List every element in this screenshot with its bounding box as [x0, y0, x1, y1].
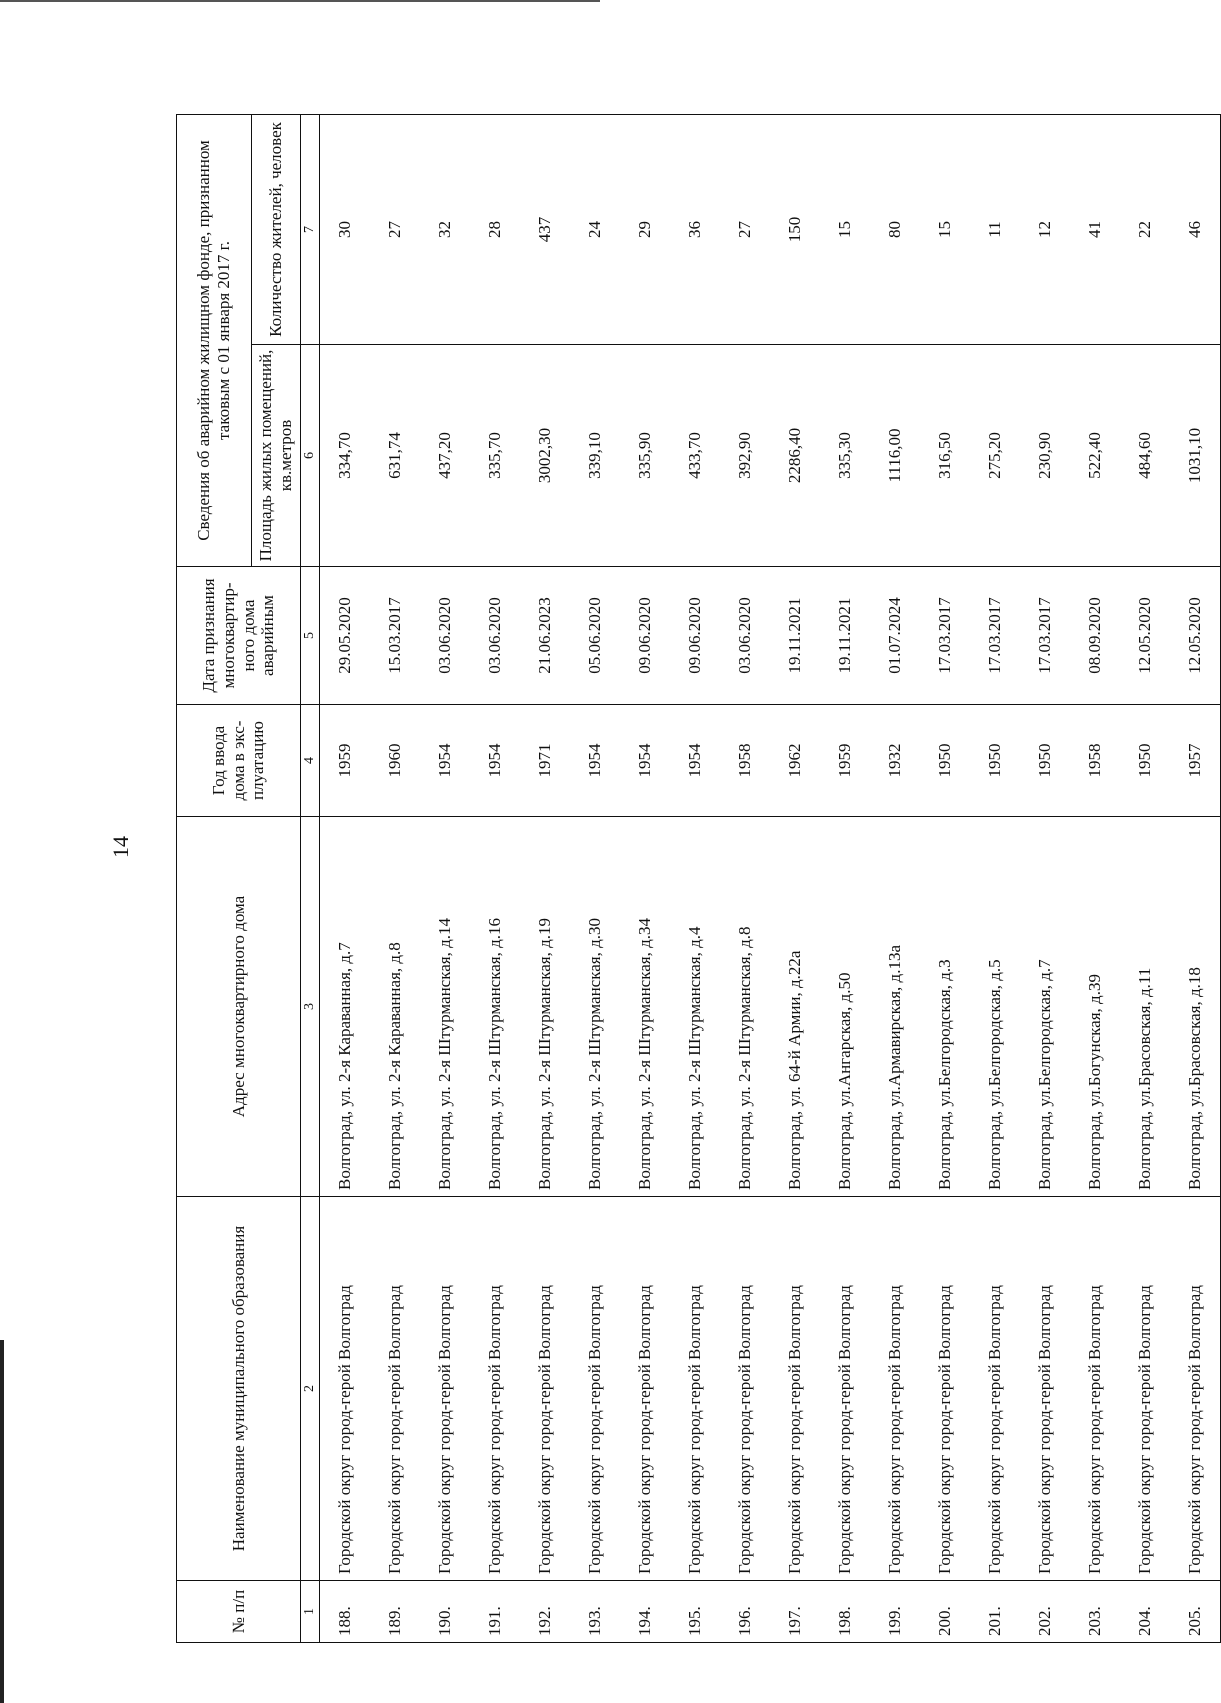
row-number: 194. — [620, 1581, 670, 1643]
living-area: 275,20 — [970, 345, 1020, 567]
municipality-name: Городской округ город-герой Волгоград — [1170, 1197, 1221, 1581]
row-number: 191. — [470, 1581, 520, 1643]
living-area: 631,74 — [370, 345, 420, 567]
residents-count: 15 — [920, 114, 970, 344]
living-area: 3002,30 — [520, 345, 570, 567]
column-number: 2 — [301, 1197, 320, 1581]
living-area: 484,60 — [1120, 345, 1170, 567]
emergency-date: 17.03.2017 — [920, 567, 970, 705]
residents-count: 29 — [620, 114, 670, 344]
commissioning-year: 1954 — [420, 705, 470, 817]
residents-count: 46 — [1170, 114, 1221, 344]
table-row — [320, 114, 371, 1642]
municipality-name: Городской округ город-герой Волгоград — [570, 1197, 620, 1581]
table-row — [1170, 114, 1221, 1642]
living-area: 1031,10 — [1170, 345, 1221, 567]
row-number: 193. — [570, 1581, 620, 1643]
emergency-date: 08.09.2020 — [1070, 567, 1120, 705]
table-row — [970, 114, 1020, 1642]
column-number: 4 — [301, 705, 320, 817]
column-number: 5 — [301, 567, 320, 705]
emergency-date: 17.03.2017 — [970, 567, 1020, 705]
commissioning-year: 1932 — [870, 705, 920, 817]
residents-count: 32 — [420, 114, 470, 344]
row-number: 192. — [520, 1581, 570, 1643]
house-address: Волгоград, ул. 64-й Армии, д.22а — [770, 817, 820, 1197]
commissioning-year: 1950 — [1120, 705, 1170, 817]
living-area: 334,70 — [320, 345, 371, 567]
commissioning-year: 1958 — [720, 705, 770, 817]
commissioning-year: 1950 — [1020, 705, 1070, 817]
house-address: Волгоград, ул. 2-я Караванная, д.8 — [370, 817, 420, 1197]
residents-count: 150 — [770, 114, 820, 344]
living-area: 392,90 — [720, 345, 770, 567]
page-number: 14 — [108, 836, 133, 858]
row-number: 189. — [370, 1581, 420, 1643]
municipality-name: Городской округ город-герой Волгоград — [970, 1197, 1020, 1581]
table-row — [820, 114, 870, 1642]
commissioning-year: 1950 — [920, 705, 970, 817]
emergency-date: 12.05.2020 — [1120, 567, 1170, 705]
row-number: 199. — [870, 1581, 920, 1643]
row-number: 188. — [320, 1581, 371, 1643]
emergency-date: 03.06.2020 — [470, 567, 520, 705]
emergency-date: 05.06.2020 — [570, 567, 620, 705]
house-address: Волгоград, ул.Белгородская, д.5 — [970, 817, 1020, 1197]
commissioning-year: 1954 — [620, 705, 670, 817]
row-number: 190. — [420, 1581, 470, 1643]
row-number: 195. — [670, 1581, 720, 1643]
house-address: Волгоград, ул.Белгородская, д.7 — [1020, 817, 1070, 1197]
house-address: Волгоград, ул. 2-я Штурманская, д.4 — [670, 817, 720, 1197]
residents-count: 437 — [520, 114, 570, 344]
living-area: 433,70 — [670, 345, 720, 567]
living-area: 335,30 — [820, 345, 870, 567]
column-number: 1 — [301, 1581, 320, 1643]
municipality-name: Городской округ город-герой Волгоград — [870, 1197, 920, 1581]
house-address: Волгоград, ул.Брасовская, д.11 — [1120, 817, 1170, 1197]
residents-count: 28 — [470, 114, 520, 344]
house-address: Волгоград, ул.Брасовская, д.18 — [1170, 817, 1221, 1197]
residents-count: 15 — [820, 114, 870, 344]
municipality-name: Городской округ город-герой Волгоград — [470, 1197, 520, 1581]
municipality-name: Городской округ город-герой Волгоград — [1070, 1197, 1120, 1581]
house-address: Волгоград, ул.Богунская, д.39 — [1070, 817, 1120, 1197]
commissioning-year: 1962 — [770, 705, 820, 817]
municipality-name: Городской округ город-герой Волгоград — [620, 1197, 670, 1581]
emergency-housing-table — [176, 114, 1221, 1643]
commissioning-year: 1959 — [320, 705, 371, 817]
row-number: 201. — [970, 1581, 1020, 1643]
emergency-date: 29.05.2020 — [320, 567, 371, 705]
municipality-name: Городской округ город-герой Волгоград — [420, 1197, 470, 1581]
commissioning-year: 1954 — [470, 705, 520, 817]
table-row — [1120, 114, 1170, 1642]
municipality-name: Городской округ город-герой Волгоград — [520, 1197, 570, 1581]
table-row — [370, 114, 420, 1642]
commissioning-year: 1958 — [1070, 705, 1120, 817]
residents-count: 24 — [570, 114, 620, 344]
living-area: 2286,40 — [770, 345, 820, 567]
emergency-date: 19.11.2021 — [770, 567, 820, 705]
column-number: 3 — [301, 817, 320, 1197]
living-area: 1116,00 — [870, 345, 920, 567]
house-address: Волгоград, ул.Армавирская, д.13а — [870, 817, 920, 1197]
column-number: 6 — [301, 345, 320, 567]
commissioning-year: 1957 — [1170, 705, 1221, 817]
row-number: 198. — [820, 1581, 870, 1643]
residents-count: 11 — [970, 114, 1020, 344]
header-municipality: Наименование муниципального образования — [177, 1197, 301, 1581]
table-row — [620, 114, 670, 1642]
row-number: 196. — [720, 1581, 770, 1643]
table-body — [320, 114, 1221, 1642]
residents-count: 22 — [1120, 114, 1170, 344]
emergency-date: 09.06.2020 — [670, 567, 720, 705]
municipality-name: Городской округ город-герой Волгоград — [370, 1197, 420, 1581]
living-area: 335,70 — [470, 345, 520, 567]
emergency-date: 15.03.2017 — [370, 567, 420, 705]
residents-count: 12 — [1020, 114, 1070, 344]
residents-count: 27 — [370, 114, 420, 344]
commissioning-year: 1954 — [570, 705, 620, 817]
municipality-name: Городской округ город-герой Волгоград — [670, 1197, 720, 1581]
table-row — [720, 114, 770, 1642]
row-number: 203. — [1070, 1581, 1120, 1643]
emergency-date: 17.03.2017 — [1020, 567, 1070, 705]
table-row — [1070, 114, 1120, 1642]
living-area: 437,20 — [420, 345, 470, 567]
commissioning-year: 1954 — [670, 705, 720, 817]
residents-count: 36 — [670, 114, 720, 344]
table-row — [520, 114, 570, 1642]
house-address: Волгоград, ул. 2-я Штурманская, д.19 — [520, 817, 570, 1197]
living-area: 230,90 — [1020, 345, 1070, 567]
emergency-date: 09.06.2020 — [620, 567, 670, 705]
header-info-group: Сведения об аварийном жилищном фонде, признанном таковым с 01 января 2017 г. — [177, 114, 252, 566]
commissioning-year: 1971 — [520, 705, 570, 817]
municipality-name: Городской округ город-герой Волгоград — [320, 1197, 371, 1581]
table-row — [470, 114, 520, 1642]
header-area: Площадь жилых помещений, кв.метров — [252, 345, 301, 567]
municipality-name: Городской округ город-герой Волгоград — [820, 1197, 870, 1581]
house-address: Волгоград, ул. 2-я Штурманская, д.34 — [620, 817, 670, 1197]
commissioning-year: 1960 — [370, 705, 420, 817]
emergency-date: 01.07.2024 — [870, 567, 920, 705]
table-row — [870, 114, 920, 1642]
table-row — [920, 114, 970, 1642]
commissioning-year: 1950 — [970, 705, 1020, 817]
table-row — [570, 114, 620, 1642]
municipality-name: Городской округ город-герой Волгоград — [720, 1197, 770, 1581]
emergency-date: 03.06.2020 — [420, 567, 470, 705]
emergency-date: 19.11.2021 — [820, 567, 870, 705]
house-address: Волгоград, ул. 2-я Штурманская, д.8 — [720, 817, 770, 1197]
table-row — [770, 114, 820, 1642]
header-date: Дата признания многоквартир-ного дома аварийным — [177, 567, 301, 705]
table-row — [670, 114, 720, 1642]
living-area: 522,40 — [1070, 345, 1120, 567]
residents-count: 41 — [1070, 114, 1120, 344]
commissioning-year: 1959 — [820, 705, 870, 817]
emergency-date: 12.05.2020 — [1170, 567, 1221, 705]
emergency-date: 21.06.2023 — [520, 567, 570, 705]
row-number: 200. — [920, 1581, 970, 1643]
house-address: Волгоград, ул. 2-я Караванная, д.7 — [320, 817, 371, 1197]
row-number: 197. — [770, 1581, 820, 1643]
row-number: 204. — [1120, 1581, 1170, 1643]
residents-count: 30 — [320, 114, 371, 344]
house-address: Волгоград, ул. 2-я Штурманская, д.16 — [470, 817, 520, 1197]
house-address: Волгоград, ул.Ангарская, д.50 — [820, 817, 870, 1197]
table-row — [1020, 114, 1070, 1642]
municipality-name: Городской округ город-герой Волгоград — [920, 1197, 970, 1581]
header-address: Адрес многоквартирного дома — [177, 817, 301, 1197]
column-number: 7 — [301, 114, 320, 344]
living-area: 335,90 — [620, 345, 670, 567]
house-address: Волгоград, ул. 2-я Штурманская, д.14 — [420, 817, 470, 1197]
house-address: Волгоград, ул.Белгородская, д.3 — [920, 817, 970, 1197]
header-num: № п/п — [177, 1581, 301, 1643]
column-numbers-row — [301, 114, 320, 1642]
municipality-name: Городской округ город-герой Волгоград — [1020, 1197, 1070, 1581]
emergency-date: 03.06.2020 — [720, 567, 770, 705]
municipality-name: Городской округ город-герой Волгоград — [1120, 1197, 1170, 1581]
municipality-name: Городской округ город-герой Волгоград — [770, 1197, 820, 1581]
row-number: 202. — [1020, 1581, 1070, 1643]
header-year: Год ввода дома в экс-плуатацию — [177, 705, 301, 817]
row-number: 205. — [1170, 1581, 1221, 1643]
table-row — [420, 114, 470, 1642]
residents-count: 80 — [870, 114, 920, 344]
living-area: 316,50 — [920, 345, 970, 567]
house-address: Волгоград, ул. 2-я Штурманская, д.30 — [570, 817, 620, 1197]
living-area: 339,10 — [570, 345, 620, 567]
header-residents: Количество жителей, человек — [252, 114, 301, 344]
residents-count: 27 — [720, 114, 770, 344]
